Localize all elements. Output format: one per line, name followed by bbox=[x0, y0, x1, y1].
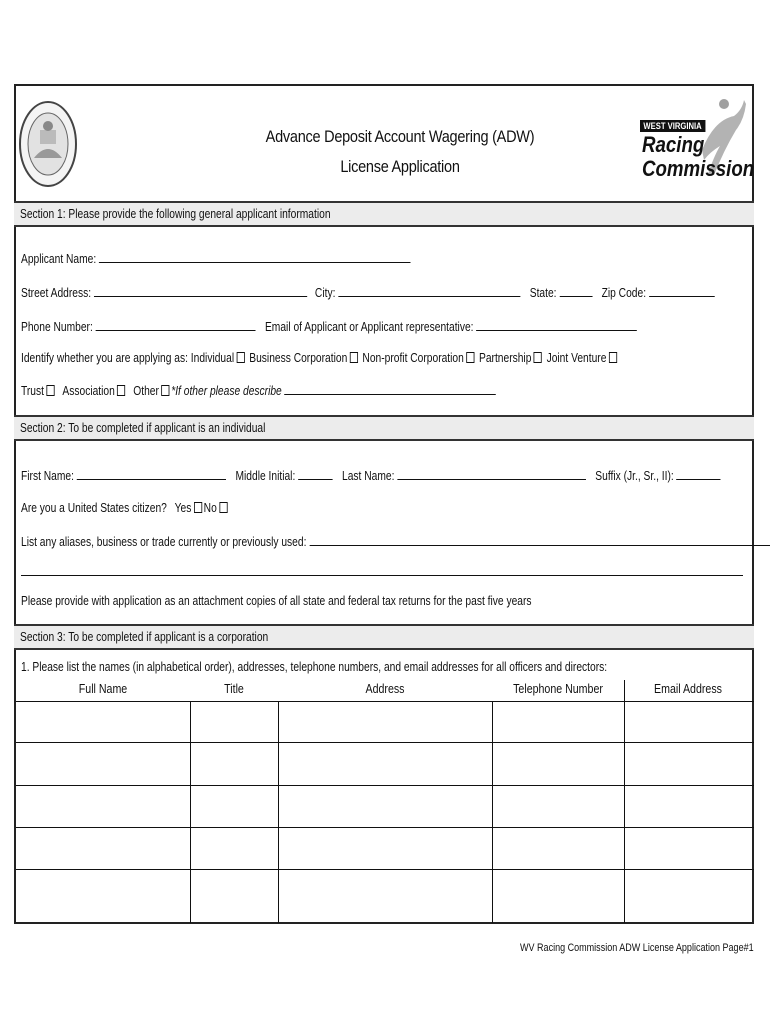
form-subtitle: License Application bbox=[340, 158, 460, 176]
joint-venture-label: Joint Venture bbox=[546, 351, 607, 365]
citizen-label: Are you a United States citizen? bbox=[21, 501, 167, 515]
aliases-row bbox=[21, 533, 770, 549]
nonprofit-checkbox[interactable] bbox=[466, 352, 474, 363]
business-corp-label: Business Corporation bbox=[249, 351, 348, 365]
col-full-name: Full Name bbox=[78, 682, 128, 696]
identify-label: Identify whether you are applying as: Individual bbox=[21, 351, 235, 365]
col-telephone: Telephone Number bbox=[513, 682, 603, 696]
state-seal-icon bbox=[18, 100, 78, 188]
partnership-label: Partnership bbox=[478, 351, 532, 365]
city-field[interactable] bbox=[338, 284, 520, 297]
business-corp-checkbox[interactable] bbox=[350, 352, 358, 363]
form-title: Advance Deposit Account Wagering (ADW) bbox=[265, 128, 535, 146]
table-row[interactable] bbox=[16, 828, 754, 869]
col-email: Email Address bbox=[654, 682, 722, 696]
other-checkbox[interactable] bbox=[161, 385, 169, 396]
state-field[interactable] bbox=[559, 284, 592, 297]
page-footer: WV Racing Commission ADW License Application Page#1 bbox=[520, 942, 754, 954]
no-label: No bbox=[203, 501, 217, 515]
yes-label: Yes bbox=[174, 501, 192, 515]
tax-returns-note: Please provide with application as an attachment copies of all state and federal tax returns for the past five years bbox=[21, 594, 532, 608]
aliases-field[interactable] bbox=[309, 533, 770, 546]
other-describe-field[interactable] bbox=[285, 382, 497, 395]
zip-label: Zip Code: bbox=[601, 286, 647, 300]
association-checkbox[interactable] bbox=[117, 385, 125, 396]
section1-heading: Section 1: Please provide the following general applicant information bbox=[20, 207, 331, 221]
individual-checkbox[interactable] bbox=[237, 352, 245, 363]
name-row bbox=[21, 467, 721, 483]
first-name-label: First Name: bbox=[21, 469, 74, 483]
email-label: Email of Applicant or Applicant representative: bbox=[264, 320, 474, 334]
email-field[interactable] bbox=[476, 318, 637, 331]
col-title: Title bbox=[224, 682, 244, 696]
suffix-label: Suffix (Jr., Sr., II): bbox=[595, 469, 674, 483]
applicant-type-row bbox=[21, 351, 619, 365]
racing-commission-logo bbox=[636, 90, 755, 186]
table-row[interactable] bbox=[16, 786, 754, 827]
middle-initial-field[interactable] bbox=[298, 467, 332, 480]
phone-field[interactable] bbox=[96, 318, 256, 331]
joint-venture-checkbox[interactable] bbox=[609, 352, 617, 363]
section2-heading: Section 2: To be completed if applicant is an individual bbox=[20, 421, 266, 435]
citizen-no-checkbox[interactable] bbox=[219, 502, 227, 513]
zip-field[interactable] bbox=[649, 284, 715, 297]
applicant-type-row-2 bbox=[21, 382, 496, 398]
trust-checkbox[interactable] bbox=[46, 385, 54, 396]
aliases-label: List any aliases, business or trade currently or previously used: bbox=[21, 535, 307, 549]
applicant-name-row bbox=[21, 250, 411, 266]
city-label: City: bbox=[314, 286, 336, 300]
suffix-field[interactable] bbox=[677, 467, 721, 480]
citizen-yes-checkbox[interactable] bbox=[194, 502, 202, 513]
middle-initial-label: Middle Initial: bbox=[235, 469, 296, 483]
logo-commission: Commission bbox=[642, 156, 755, 181]
officers-instruction: 1. Please list the names (in alphabetical order), addresses, telephone numbers, and email addresses for all officers and directors: bbox=[21, 660, 608, 674]
citizen-row bbox=[21, 501, 229, 515]
street-address-label: Street Address: bbox=[21, 286, 92, 300]
section1-header bbox=[14, 201, 754, 227]
table-row[interactable] bbox=[16, 743, 754, 785]
col-address: Address bbox=[365, 682, 405, 696]
table-row[interactable] bbox=[16, 870, 754, 922]
last-name-label: Last Name: bbox=[342, 469, 395, 483]
address-row bbox=[21, 284, 715, 300]
first-name-field[interactable] bbox=[77, 467, 226, 480]
last-name-field[interactable] bbox=[397, 467, 586, 480]
aliases-continuation-line[interactable] bbox=[21, 575, 743, 576]
phone-email-row bbox=[21, 318, 637, 334]
other-describe-label: *If other please describe bbox=[171, 384, 282, 398]
applicant-name-label: Applicant Name: bbox=[21, 252, 97, 266]
association-label: Association bbox=[62, 384, 115, 398]
applicant-name-field[interactable] bbox=[99, 250, 411, 263]
nonprofit-label: Non-profit Corporation bbox=[362, 351, 464, 365]
table-row[interactable] bbox=[16, 702, 754, 742]
section2-header bbox=[14, 415, 754, 441]
logo-racing: Racing bbox=[642, 132, 705, 157]
state-label: State: bbox=[529, 286, 557, 300]
street-address-field[interactable] bbox=[94, 284, 307, 297]
section3-header bbox=[14, 624, 754, 650]
section3-heading: Section 3: To be completed if applicant is a corporation bbox=[20, 630, 269, 644]
logo-state-banner: WEST VIRGINIA bbox=[640, 120, 705, 132]
phone-label: Phone Number: bbox=[21, 320, 93, 334]
other-label: Other bbox=[133, 384, 159, 398]
partnership-checkbox[interactable] bbox=[534, 352, 542, 363]
trust-label: Trust bbox=[21, 384, 44, 398]
